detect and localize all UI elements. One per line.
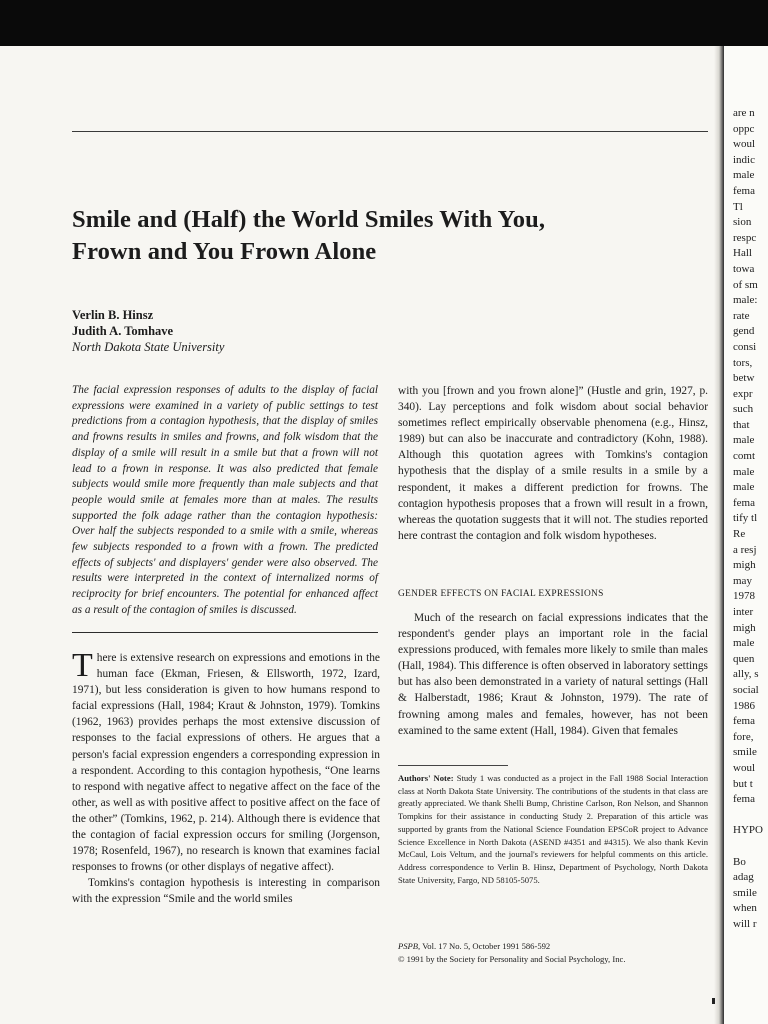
- section-heading: GENDER EFFECTS ON FACIAL EXPRESSIONS: [398, 589, 604, 599]
- author-1: Verlin B. Hinsz: [72, 308, 154, 322]
- abstract-rule: [72, 632, 378, 633]
- authors-note-text: Study 1 was conducted as a project in the Fall 1988 Social Interaction class at North Dakota State University. The contributions of the students in that class are greatly appreciated. We thank Shelli Bump, Christine Carlson, Ron Nelson, and Shannon Tompkins for their assistance in conducting Study 2. Preparation of this article was supported by grants from the National Science Foundation EPSCoR project to Advance Science Excellence in North Dakota (ASEND #4351 and #4315). We also thank Kevin McCaul, Lois Veltum, and the journal's reviewers for helpful comments on this article. Address correspondence to Verlin B. Hinsz, Department of Psychology, North Dakota State University, Fargo, ND 58105-5075.: [398, 773, 708, 885]
- article-title: [72, 204, 672, 268]
- facing-page-line: rate: [733, 309, 750, 322]
- facing-page-line: sion: [733, 216, 752, 229]
- facing-page-line: Re: [733, 528, 746, 541]
- facing-page-line: towa: [733, 262, 755, 275]
- facing-page-line: adag: [733, 871, 754, 884]
- column-2-paragraph-2: Much of the research on facial expressions indicates that the respondent's gender plays an important role in the facial expressions produced, with females more likely to smile than males (Hall, 1984). This difference is often observed in laboratory settings but has also been demonstrated in a variety of natural settings (Hall & Halberstadt, 1986; Kraut & Johnston, 1979). The rate of frowning among males and females, however, has not been examined to the same extent (Hall, 1984). Given that females: [398, 612, 708, 737]
- author-block: [72, 307, 224, 356]
- scan-mark: [712, 998, 715, 1004]
- facing-page-line: migh: [733, 621, 756, 634]
- drop-cap: T: [72, 647, 93, 684]
- facing-page-line: fema: [733, 793, 755, 806]
- facing-page-line: [733, 839, 768, 855]
- facing-page-line: 1986: [733, 699, 755, 712]
- facing-page-line: such: [733, 403, 754, 416]
- facing-page-line: respc: [733, 231, 757, 244]
- copyright: © 1991 by the Society for Personality and Social Psychology, Inc.: [398, 953, 626, 964]
- facing-page-line: male:: [733, 294, 758, 307]
- facing-page-line: HYPO: [733, 824, 763, 837]
- facing-page-line: 1978: [733, 590, 755, 603]
- facing-page-line: that: [733, 418, 750, 431]
- facing-page-line: Hall: [733, 247, 752, 260]
- facing-page-line: fema: [733, 715, 755, 728]
- facing-page-text: [733, 106, 768, 932]
- facing-page-line: Bo: [733, 855, 746, 868]
- facing-page-line: male: [733, 481, 755, 494]
- facing-page-line: oppc: [733, 122, 755, 135]
- facing-page-line: male: [733, 434, 755, 447]
- authors-note: [398, 772, 708, 886]
- author-2: Judith A. Tomhave: [72, 324, 174, 339]
- facing-page-line: fore,: [733, 730, 754, 743]
- title-line-1: Smile and (Half) the World Smiles With You,: [72, 206, 546, 233]
- facing-page: [724, 46, 768, 1024]
- header-rule: [72, 131, 708, 132]
- facing-page-line: quen: [733, 652, 755, 665]
- facing-page-line: will r: [733, 917, 757, 930]
- facing-page-line: gend: [733, 325, 755, 338]
- facing-page-line: male: [733, 465, 755, 478]
- facing-page-line: are n: [733, 107, 755, 119]
- abstract: The facial expression responses of adults to the display of facial expressions were examined in a variety of public settings to test predictions from a contagion hypothesis, that the display of smiles and frowns results in smiles and frowns, and folk wisdom that the display of a smile will result in a smile but that a frown will not lead to a frown in response. It was also predicted that female subjects would smile more frequently than male subjects and that people would smile at females more than at males. The results supported the folk adage rather than the contagion hypothesis: Over half the subjects responded to a smile with a smile, whereas few subjects responded to a frown with a frown. The predicted effects of subjects' and displayers' gender were also observed. The results were interpreted in the context of internalized norms of reciprocity for brief encounters. The potential for enhanced affect as a result of the contagion of smiles is discussed.: [72, 384, 378, 616]
- facing-page-line: smile: [733, 886, 757, 899]
- facing-page-line: fema: [733, 496, 755, 509]
- facing-page-line: fema: [733, 184, 755, 197]
- facing-page-line: woul: [733, 761, 755, 774]
- title-line-2: Frown and You Frown Alone: [72, 238, 377, 265]
- body-column-2: [398, 383, 708, 544]
- footnote-rule: [398, 765, 508, 766]
- paragraph-2: Tomkins's contagion hypothesis is interesting in comparison with the expression “Smile and the world smiles: [72, 877, 380, 906]
- facing-page-line: male: [733, 169, 755, 182]
- facing-page-line: smile: [733, 746, 757, 759]
- facing-page-line: [733, 808, 768, 824]
- facing-page-line: inter: [733, 606, 754, 618]
- facing-page-line: of sm: [733, 278, 758, 291]
- facing-page-line: indic: [733, 153, 755, 166]
- facing-page-line: tify tl: [733, 512, 758, 525]
- authors-note-heading: Authors' Note:: [398, 773, 454, 783]
- facing-page-line: but t: [733, 777, 753, 790]
- facing-page-line: woul: [733, 138, 755, 151]
- facing-page-line: consi: [733, 340, 757, 353]
- facing-page-line: may: [733, 574, 752, 587]
- body-column-1: [72, 647, 380, 908]
- affiliation: North Dakota State University: [72, 340, 225, 355]
- journal-citation: Vol. 17 No. 5, October 1991 586-592: [422, 941, 551, 951]
- facing-page-line: male: [733, 637, 755, 650]
- facing-page-line: social: [733, 683, 759, 696]
- column-2-paragraph-1: with you [frown and you frown alone]” (Hustle and grin, 1927, p. 340). Lay perceptions and folk wisdom about social behavior sometimes reflect empirically observable phenomena (e.g., Hinsz, 1989) but can also be inaccurate and contradictory (Kohn, 1988). Although this quotation agrees with Tomkins's contagion hypothesis that the display of a smile results in a smile by a respondent, it makes a different prediction for frowns. The contagion hypothesis proposes that a frown will result in a frown, whereas the quotation suggests that it will not. The studies reported here contrast the contagion and folk wisdom hypotheses.: [398, 385, 708, 542]
- intro-paragraph: here is extensive research on expressions and emotions in the human face (Ekman, Friesen, & Ellsworth, 1972, Izard, 1971), but less consideration is given to how humans respond to facial expressions (Hall, 1984; Kraut & Johnston, 1979). Tomkins (1962, 1963) provides perhaps the most extensive discussion of responses to the facial expressions of others. He argues that a person's facial expression engenders a corresponding expression in a respondent. According to this contagion hypothesis, “One learns to respond with negative affect to negative affect on the face of the other, as well as with positive affect to positive affect on the face of the other” (Tomkins, 1962, p. 214). Although there is evidence that the contagion of facial expression occurs for smiling (Jorgenson, 1978; Rosenfeld, 1967), no research is known that examines facial responses to frowns (or other displays of negative affect).: [72, 652, 380, 874]
- journal-name: PSPB,: [398, 941, 421, 951]
- book-spine: [714, 46, 724, 1024]
- facing-page-line: ally, s: [733, 668, 759, 681]
- facing-page-line: Tl: [733, 200, 743, 213]
- facing-page-line: migh: [733, 559, 756, 572]
- facing-page-line: tors,: [733, 356, 753, 369]
- journal-info: [398, 940, 625, 965]
- facing-page-line: comt: [733, 450, 755, 463]
- facing-page-line: betw: [733, 372, 755, 385]
- facing-page-line: a resj: [733, 543, 757, 556]
- scan-top-border: [0, 0, 768, 46]
- facing-page-line: expr: [733, 387, 753, 400]
- facing-page-line: when: [733, 902, 757, 915]
